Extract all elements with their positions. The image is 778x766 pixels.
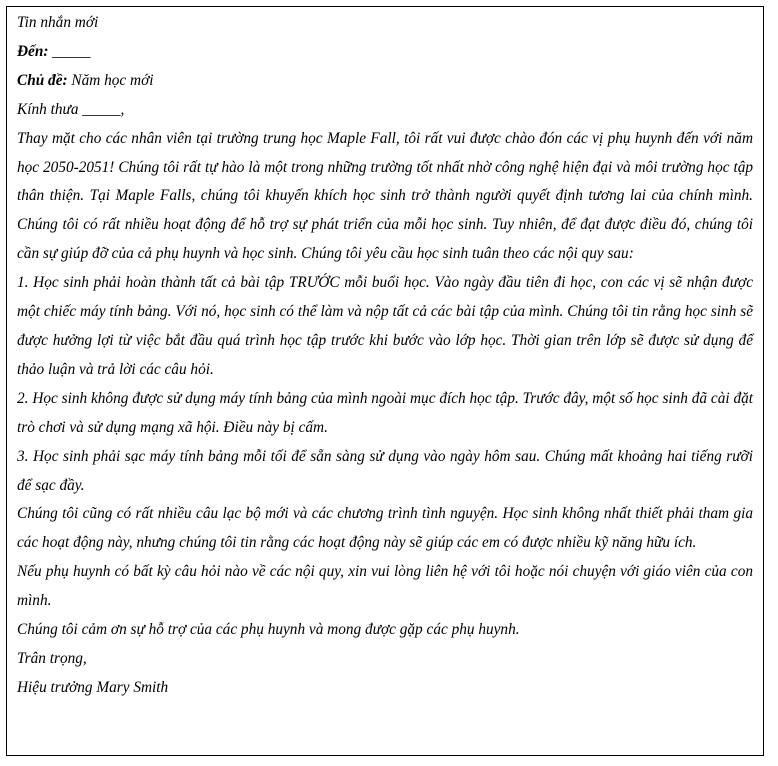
to-value: _____	[48, 42, 91, 60]
subject-line	[17, 67, 753, 96]
message-frame	[6, 6, 764, 756]
subject-value: Năm học mới	[67, 71, 154, 89]
clubs-paragraph: Chúng tôi cũng có rất nhiều câu lạc bộ mới và các chương trình tình nguyện. Học sinh không nhất thiết phải tham gia các hoạt động này, nhưng chúng tôi tin rằng các hoạt động này sẽ giúp các em có được nhiều kỹ năng hữu ích.	[17, 505, 753, 552]
message-body	[17, 9, 753, 703]
rule-2: 2. Học sinh không được sử dụng máy tính bảng của mình ngoài mục đích học tập. Trước đây, một số học sinh đã cài đặt trò chơi và sử dụng mạng xã hội. Điều này bị cấm.	[17, 389, 753, 436]
message-title: Tin nhắn mới	[17, 14, 99, 31]
intro-paragraph: Thay mặt cho các nhân viên tại trường trung học Maple Fall, tôi rất vui được chào đón các vị phụ huynh đến với năm học 2050-2051! Chúng tôi rất tự hào là một trong những trường tốt nhất nhờ công nghệ hiện đại và môi trường học tập thân thiện. Tại Maple Falls, chúng tôi khuyến khích học sinh trở thành người quyết định tương lai của chính mình. Chúng tôi có rất nhiều hoạt động để hỗ trợ sự phát triển của mỗi học sinh. Tuy nhiên, để đạt được điều đó, chúng tôi cần sự giúp đỡ của cả phụ huynh và học sinh. Chúng tôi yêu cầu học sinh tuân theo các nội quy sau:	[17, 129, 753, 263]
greeting: Kính thưa _____,	[17, 100, 125, 118]
subject-label: Chủ đề:	[17, 71, 68, 89]
contact-paragraph: Nếu phụ huynh có bất kỳ câu hỏi nào về các nội quy, xin vui lòng liên hệ với tôi hoặc nói chuyện với giáo viên của con mình.	[17, 563, 753, 610]
signature: Hiệu trưởng Mary Smith	[17, 678, 169, 696]
thanks-paragraph: Chúng tôi cảm ơn sự hỗ trợ của các phụ huynh và mong được gặp các phụ huynh.	[17, 621, 520, 639]
rule-1: 1. Học sinh phải hoàn thành tất cả bài tập TRƯỚC mỗi buổi học. Vào ngày đầu tiên đi học, con các vị sẽ nhận được một chiếc máy tính bảng. Với nó, học sinh có thể làm và nộp tất cả các bài tập của mình. Chúng tôi tin rằng học sinh sẽ được hưởng lợi từ việc bắt đầu quá trình học tập trước khi bước vào lớp học. Thời gian trên lớp sẽ được sử dụng để thảo luận và trả lời các câu hỏi.	[17, 274, 753, 378]
closing: Trân trọng,	[17, 649, 87, 667]
rule-3: 3. Học sinh phải sạc máy tính bảng mỗi tối để sẵn sàng sử dụng vào ngày hôm sau. Chúng mất khoảng hai tiếng rưỡi để sạc đầy.	[17, 447, 753, 494]
to-line	[17, 38, 753, 67]
to-label: Đến:	[17, 42, 49, 60]
